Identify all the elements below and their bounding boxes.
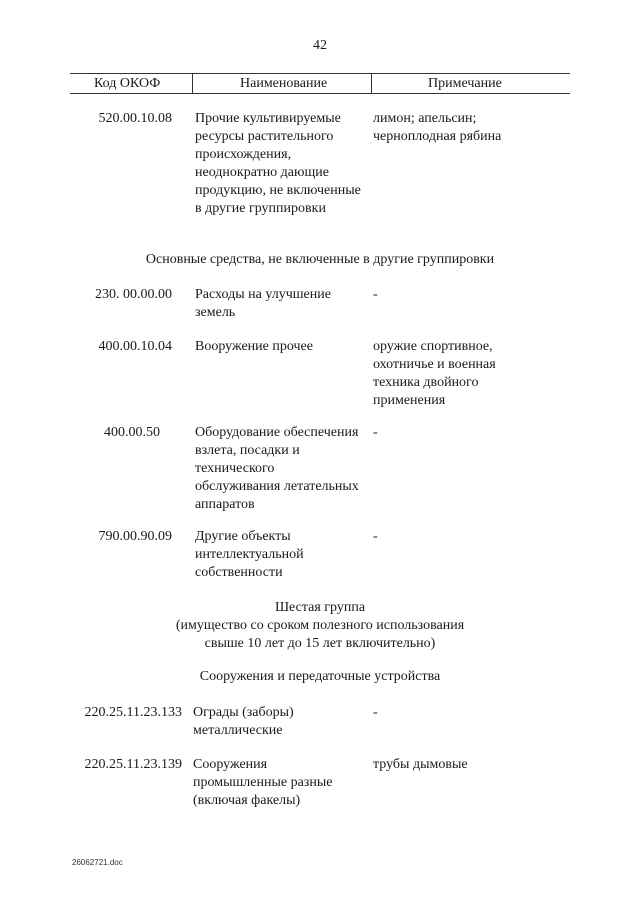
okof-code: 220.25.11.23.139 bbox=[84, 757, 182, 772]
item-note: - bbox=[373, 287, 378, 302]
header-name: Наименование bbox=[240, 76, 328, 91]
item-name: Вооружение прочее bbox=[195, 339, 313, 354]
item-name: Оборудование обеспечения взлета, посадки и технического обслуживания летательных аппаратов bbox=[195, 425, 359, 512]
item-note: - bbox=[373, 529, 378, 544]
header-divider bbox=[192, 74, 193, 93]
item-name: Другие объекты интеллектуальной собственности bbox=[195, 529, 304, 580]
section-title: Основные средства, не включенные в другие группировки bbox=[145, 252, 495, 267]
header-divider bbox=[371, 74, 372, 93]
header-code: Код ОКОФ bbox=[94, 76, 161, 91]
item-note: оружие спортивное, охотничье и военная техника двойного применения bbox=[373, 339, 496, 408]
okof-code: 400.00.10.04 bbox=[98, 339, 172, 354]
item-note: лимон; апельсин; черноплодная рябина bbox=[373, 111, 502, 144]
item-name: Прочие культивируемые ресурсы растительного происхождения, неоднократно дающие продукцию, не включенные в другие группировки bbox=[195, 111, 361, 216]
file-name-footer: 26062721.doc bbox=[72, 858, 123, 867]
item-name: Расходы на улучшение земель bbox=[195, 287, 331, 320]
table-header bbox=[70, 73, 570, 94]
okof-code: 790.00.90.09 bbox=[98, 529, 172, 544]
group-title: Шестая группа bbox=[274, 600, 366, 615]
okof-code: 230. 00.00.00 bbox=[95, 287, 172, 302]
group-subtitle: (имущество со сроком полезного использования bbox=[175, 618, 465, 633]
group-subtitle: свыше 10 лет до 15 лет включительно) bbox=[204, 636, 436, 651]
page-number: 42 bbox=[313, 38, 327, 53]
header-note: Примечание bbox=[428, 76, 502, 91]
section-title: Сооружения и передаточные устройства bbox=[199, 669, 441, 684]
item-note: - bbox=[373, 705, 378, 720]
item-note: - bbox=[373, 425, 378, 440]
item-note: трубы дымовые bbox=[373, 757, 468, 772]
item-name: Ограды (заборы) металлические bbox=[193, 705, 294, 738]
item-name: Сооружения промышленные разные (включая факелы) bbox=[193, 757, 333, 808]
okof-code: 520.00.10.08 bbox=[98, 111, 172, 126]
okof-code: 220.25.11.23.133 bbox=[84, 705, 182, 720]
okof-code: 400.00.50 bbox=[104, 425, 160, 440]
